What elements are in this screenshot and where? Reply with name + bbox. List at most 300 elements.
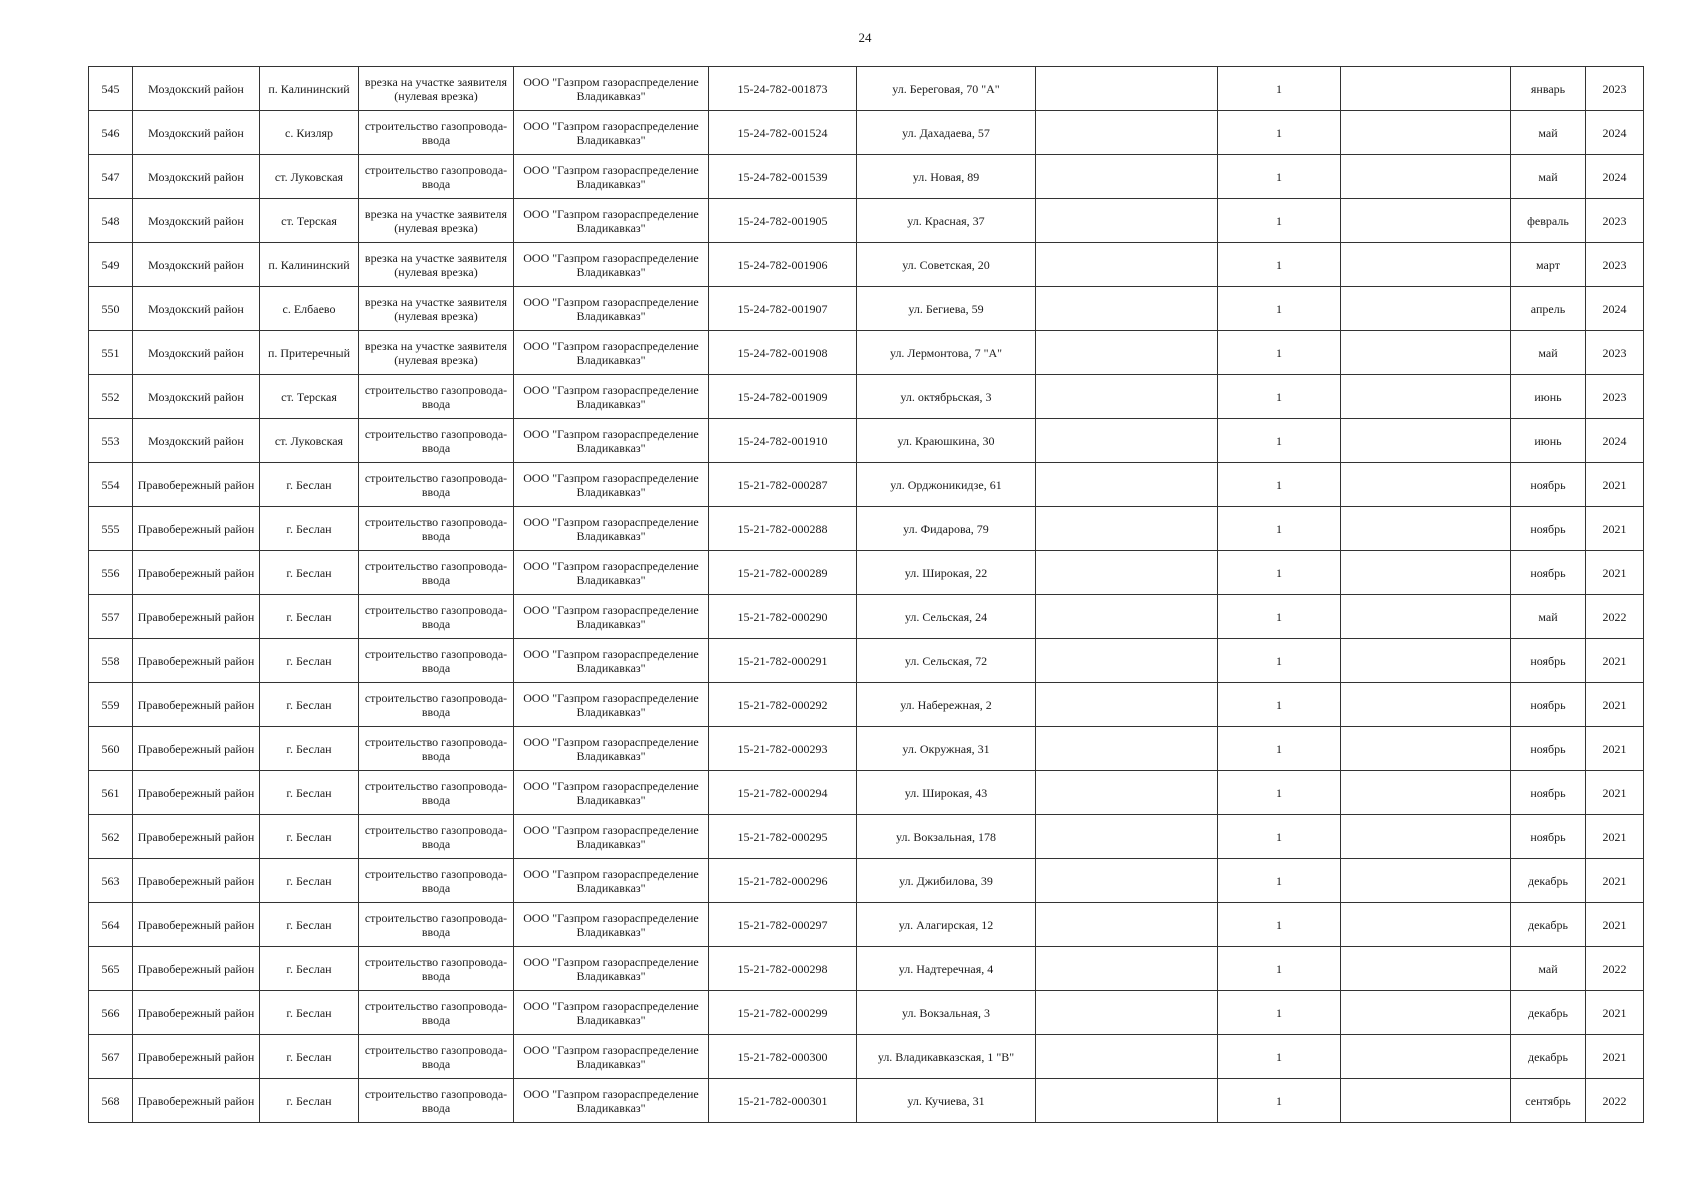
district-cell: Правобережный район: [133, 595, 260, 639]
row-number-cell: 564: [89, 903, 133, 947]
year-cell: 2024: [1586, 287, 1644, 331]
month-cell: май: [1511, 155, 1586, 199]
month-cell: ноябрь: [1511, 727, 1586, 771]
work-type-cell: строительство газопровода-ввода: [359, 991, 514, 1035]
table-body: [89, 67, 1644, 1123]
empty-cell: [1036, 375, 1218, 419]
empty-cell: [1036, 551, 1218, 595]
object-code-cell: 15-21-782-000295: [709, 815, 857, 859]
empty-cell: [1341, 67, 1511, 111]
row-number-cell: 548: [89, 199, 133, 243]
work-type-cell: строительство газопровода-ввода: [359, 463, 514, 507]
year-cell: 2023: [1586, 375, 1644, 419]
month-cell: декабрь: [1511, 991, 1586, 1035]
month-cell: июнь: [1511, 419, 1586, 463]
address-cell: ул. Кучиева, 31: [857, 1079, 1036, 1123]
month-cell: ноябрь: [1511, 771, 1586, 815]
empty-cell: [1036, 903, 1218, 947]
month-cell: ноябрь: [1511, 551, 1586, 595]
locality-cell: с. Елбаево: [260, 287, 359, 331]
empty-cell: [1036, 595, 1218, 639]
year-cell: 2024: [1586, 111, 1644, 155]
district-cell: Правобережный район: [133, 551, 260, 595]
table-row: [89, 463, 1644, 507]
count-cell: 1: [1218, 199, 1341, 243]
row-number-cell: 555: [89, 507, 133, 551]
address-cell: ул. Надтеречная, 4: [857, 947, 1036, 991]
work-type-cell: врезка на участке заявителя (нулевая врезка): [359, 287, 514, 331]
row-number-cell: 558: [89, 639, 133, 683]
address-cell: ул. Окружная, 31: [857, 727, 1036, 771]
object-code-cell: 15-24-782-001905: [709, 199, 857, 243]
empty-cell: [1036, 859, 1218, 903]
organization-cell: ООО "Газпром газораспределение Владикавказ": [514, 903, 709, 947]
row-number-cell: 557: [89, 595, 133, 639]
count-cell: 1: [1218, 243, 1341, 287]
empty-cell: [1036, 67, 1218, 111]
address-cell: ул. Сельская, 24: [857, 595, 1036, 639]
empty-cell: [1036, 331, 1218, 375]
table-row: [89, 551, 1644, 595]
row-number-cell: 546: [89, 111, 133, 155]
year-cell: 2024: [1586, 419, 1644, 463]
district-cell: Правобережный район: [133, 771, 260, 815]
address-cell: ул. Алагирская, 12: [857, 903, 1036, 947]
table-row: [89, 595, 1644, 639]
count-cell: 1: [1218, 1079, 1341, 1123]
empty-cell: [1036, 419, 1218, 463]
empty-cell: [1036, 771, 1218, 815]
row-number-cell: 550: [89, 287, 133, 331]
month-cell: сентябрь: [1511, 1079, 1586, 1123]
year-cell: 2023: [1586, 243, 1644, 287]
object-code-cell: 15-21-782-000297: [709, 903, 857, 947]
empty-cell: [1341, 287, 1511, 331]
locality-cell: г. Беслан: [260, 463, 359, 507]
table-row: [89, 507, 1644, 551]
object-code-cell: 15-21-782-000301: [709, 1079, 857, 1123]
organization-cell: ООО "Газпром газораспределение Владикавказ": [514, 947, 709, 991]
address-cell: ул. Вокзальная, 3: [857, 991, 1036, 1035]
month-cell: май: [1511, 595, 1586, 639]
object-code-cell: 15-24-782-001873: [709, 67, 857, 111]
empty-cell: [1036, 947, 1218, 991]
empty-cell: [1341, 243, 1511, 287]
count-cell: 1: [1218, 67, 1341, 111]
month-cell: ноябрь: [1511, 639, 1586, 683]
table-row: [89, 639, 1644, 683]
month-cell: ноябрь: [1511, 463, 1586, 507]
address-cell: ул. Красная, 37: [857, 199, 1036, 243]
empty-cell: [1341, 639, 1511, 683]
organization-cell: ООО "Газпром газораспределение Владикавказ": [514, 419, 709, 463]
object-code-cell: 15-21-782-000290: [709, 595, 857, 639]
row-number-cell: 567: [89, 1035, 133, 1079]
organization-cell: ООО "Газпром газораспределение Владикавказ": [514, 727, 709, 771]
table-row: [89, 815, 1644, 859]
district-cell: Правобережный район: [133, 947, 260, 991]
empty-cell: [1341, 375, 1511, 419]
locality-cell: ст. Луковская: [260, 155, 359, 199]
empty-cell: [1341, 947, 1511, 991]
work-type-cell: строительство газопровода-ввода: [359, 727, 514, 771]
empty-cell: [1036, 463, 1218, 507]
object-code-cell: 15-21-782-000288: [709, 507, 857, 551]
year-cell: 2021: [1586, 727, 1644, 771]
work-type-cell: строительство газопровода-ввода: [359, 375, 514, 419]
count-cell: 1: [1218, 463, 1341, 507]
table-row: [89, 1079, 1644, 1123]
month-cell: июнь: [1511, 375, 1586, 419]
district-cell: Правобережный район: [133, 727, 260, 771]
year-cell: 2023: [1586, 67, 1644, 111]
year-cell: 2022: [1586, 1079, 1644, 1123]
table-row: [89, 331, 1644, 375]
organization-cell: ООО "Газпром газораспределение Владикавказ": [514, 199, 709, 243]
object-code-cell: 15-21-782-000299: [709, 991, 857, 1035]
locality-cell: г. Беслан: [260, 639, 359, 683]
object-code-cell: 15-21-782-000296: [709, 859, 857, 903]
object-code-cell: 15-21-782-000300: [709, 1035, 857, 1079]
district-cell: Моздокский район: [133, 67, 260, 111]
month-cell: март: [1511, 243, 1586, 287]
row-number-cell: 552: [89, 375, 133, 419]
table-row: [89, 947, 1644, 991]
address-cell: ул. октябрьская, 3: [857, 375, 1036, 419]
object-code-cell: 15-21-782-000294: [709, 771, 857, 815]
object-code-cell: 15-24-782-001909: [709, 375, 857, 419]
empty-cell: [1036, 639, 1218, 683]
work-type-cell: строительство газопровода-ввода: [359, 155, 514, 199]
address-cell: ул. Фидарова, 79: [857, 507, 1036, 551]
locality-cell: п. Притеречный: [260, 331, 359, 375]
locality-cell: п. Калининский: [260, 243, 359, 287]
row-number-cell: 560: [89, 727, 133, 771]
table-row: [89, 727, 1644, 771]
year-cell: 2021: [1586, 683, 1644, 727]
empty-cell: [1036, 507, 1218, 551]
empty-cell: [1036, 199, 1218, 243]
district-cell: Моздокский район: [133, 331, 260, 375]
year-cell: 2023: [1586, 331, 1644, 375]
object-code-cell: 15-24-782-001907: [709, 287, 857, 331]
empty-cell: [1341, 991, 1511, 1035]
work-type-cell: строительство газопровода-ввода: [359, 595, 514, 639]
empty-cell: [1341, 1035, 1511, 1079]
month-cell: ноябрь: [1511, 815, 1586, 859]
page-number: 24: [858, 30, 872, 45]
locality-cell: г. Беслан: [260, 683, 359, 727]
district-cell: Правобережный район: [133, 463, 260, 507]
year-cell: 2021: [1586, 903, 1644, 947]
object-code-cell: 15-24-782-001908: [709, 331, 857, 375]
locality-cell: ст. Терская: [260, 199, 359, 243]
address-cell: ул. Джибилова, 39: [857, 859, 1036, 903]
count-cell: 1: [1218, 947, 1341, 991]
locality-cell: г. Беслан: [260, 507, 359, 551]
row-number-cell: 562: [89, 815, 133, 859]
locality-cell: ст. Терская: [260, 375, 359, 419]
table-row: [89, 375, 1644, 419]
year-cell: 2023: [1586, 199, 1644, 243]
district-cell: Моздокский район: [133, 243, 260, 287]
organization-cell: ООО "Газпром газораспределение Владикавказ": [514, 639, 709, 683]
address-cell: ул. Набережная, 2: [857, 683, 1036, 727]
year-cell: 2021: [1586, 639, 1644, 683]
district-cell: Правобережный район: [133, 903, 260, 947]
month-cell: февраль: [1511, 199, 1586, 243]
address-cell: ул. Советская, 20: [857, 243, 1036, 287]
district-cell: Моздокский район: [133, 111, 260, 155]
district-cell: Правобережный район: [133, 815, 260, 859]
count-cell: 1: [1218, 419, 1341, 463]
object-code-cell: 15-24-782-001910: [709, 419, 857, 463]
locality-cell: г. Беслан: [260, 859, 359, 903]
table-row: [89, 903, 1644, 947]
empty-cell: [1036, 683, 1218, 727]
count-cell: 1: [1218, 859, 1341, 903]
table-row: [89, 771, 1644, 815]
empty-cell: [1036, 1079, 1218, 1123]
month-cell: декабрь: [1511, 903, 1586, 947]
table-row: [89, 419, 1644, 463]
district-cell: Моздокский район: [133, 155, 260, 199]
empty-cell: [1341, 1079, 1511, 1123]
count-cell: 1: [1218, 771, 1341, 815]
organization-cell: ООО "Газпром газораспределение Владикавказ": [514, 507, 709, 551]
address-cell: ул. Бегиева, 59: [857, 287, 1036, 331]
empty-cell: [1341, 771, 1511, 815]
organization-cell: ООО "Газпром газораспределение Владикавказ": [514, 287, 709, 331]
organization-cell: ООО "Газпром газораспределение Владикавказ": [514, 595, 709, 639]
month-cell: ноябрь: [1511, 507, 1586, 551]
row-number-cell: 556: [89, 551, 133, 595]
empty-cell: [1341, 463, 1511, 507]
month-cell: декабрь: [1511, 859, 1586, 903]
organization-cell: ООО "Газпром газораспределение Владикавказ": [514, 67, 709, 111]
empty-cell: [1341, 551, 1511, 595]
address-cell: ул. Дахадаева, 57: [857, 111, 1036, 155]
object-code-cell: 15-21-782-000289: [709, 551, 857, 595]
work-type-cell: строительство газопровода-ввода: [359, 947, 514, 991]
address-cell: ул. Орджоникидзе, 61: [857, 463, 1036, 507]
empty-cell: [1341, 199, 1511, 243]
year-cell: 2021: [1586, 551, 1644, 595]
empty-cell: [1341, 903, 1511, 947]
row-number-cell: 549: [89, 243, 133, 287]
organization-cell: ООО "Газпром газораспределение Владикавказ": [514, 815, 709, 859]
count-cell: 1: [1218, 815, 1341, 859]
month-cell: май: [1511, 111, 1586, 155]
work-type-cell: строительство газопровода-ввода: [359, 1079, 514, 1123]
row-number-cell: 545: [89, 67, 133, 111]
organization-cell: ООО "Газпром газораспределение Владикавказ": [514, 683, 709, 727]
row-number-cell: 551: [89, 331, 133, 375]
organization-cell: ООО "Газпром газораспределение Владикавказ": [514, 375, 709, 419]
empty-cell: [1341, 683, 1511, 727]
organization-cell: ООО "Газпром газораспределение Владикавказ": [514, 771, 709, 815]
organization-cell: ООО "Газпром газораспределение Владикавказ": [514, 1035, 709, 1079]
empty-cell: [1036, 111, 1218, 155]
year-cell: 2021: [1586, 771, 1644, 815]
year-cell: 2021: [1586, 463, 1644, 507]
year-cell: 2021: [1586, 507, 1644, 551]
work-type-cell: строительство газопровода-ввода: [359, 683, 514, 727]
address-cell: ул. Широкая, 43: [857, 771, 1036, 815]
month-cell: май: [1511, 947, 1586, 991]
locality-cell: с. Кизляр: [260, 111, 359, 155]
work-type-cell: строительство газопровода-ввода: [359, 815, 514, 859]
object-code-cell: 15-21-782-000292: [709, 683, 857, 727]
locality-cell: ст. Луковская: [260, 419, 359, 463]
year-cell: 2024: [1586, 155, 1644, 199]
work-type-cell: строительство газопровода-ввода: [359, 771, 514, 815]
month-cell: январь: [1511, 67, 1586, 111]
row-number-cell: 547: [89, 155, 133, 199]
address-cell: ул. Сельская, 72: [857, 639, 1036, 683]
locality-cell: г. Беслан: [260, 947, 359, 991]
work-type-cell: врезка на участке заявителя (нулевая врезка): [359, 243, 514, 287]
count-cell: 1: [1218, 683, 1341, 727]
empty-cell: [1341, 507, 1511, 551]
empty-cell: [1036, 243, 1218, 287]
count-cell: 1: [1218, 375, 1341, 419]
year-cell: 2021: [1586, 859, 1644, 903]
locality-cell: г. Беслан: [260, 903, 359, 947]
district-cell: Моздокский район: [133, 287, 260, 331]
district-cell: Правобережный район: [133, 1035, 260, 1079]
district-cell: Правобережный район: [133, 639, 260, 683]
year-cell: 2021: [1586, 991, 1644, 1035]
work-type-cell: врезка на участке заявителя (нулевая врезка): [359, 199, 514, 243]
count-cell: 1: [1218, 551, 1341, 595]
object-code-cell: 15-21-782-000291: [709, 639, 857, 683]
organization-cell: ООО "Газпром газораспределение Владикавказ": [514, 1079, 709, 1123]
district-cell: Правобережный район: [133, 1079, 260, 1123]
locality-cell: п. Калининский: [260, 67, 359, 111]
organization-cell: ООО "Газпром газораспределение Владикавказ": [514, 859, 709, 903]
address-cell: ул. Береговая, 70 "А": [857, 67, 1036, 111]
count-cell: 1: [1218, 331, 1341, 375]
empty-cell: [1341, 859, 1511, 903]
count-cell: 1: [1218, 727, 1341, 771]
row-number-cell: 568: [89, 1079, 133, 1123]
work-type-cell: строительство газопровода-ввода: [359, 551, 514, 595]
locality-cell: г. Беслан: [260, 815, 359, 859]
month-cell: апрель: [1511, 287, 1586, 331]
count-cell: 1: [1218, 1035, 1341, 1079]
row-number-cell: 563: [89, 859, 133, 903]
locality-cell: г. Беслан: [260, 595, 359, 639]
count-cell: 1: [1218, 595, 1341, 639]
month-cell: ноябрь: [1511, 683, 1586, 727]
empty-cell: [1341, 595, 1511, 639]
organization-cell: ООО "Газпром газораспределение Владикавказ": [514, 463, 709, 507]
district-cell: Моздокский район: [133, 199, 260, 243]
organization-cell: ООО "Газпром газораспределение Владикавказ": [514, 111, 709, 155]
object-code-cell: 15-24-782-001906: [709, 243, 857, 287]
table-row: [89, 683, 1644, 727]
table-row: [89, 67, 1644, 111]
empty-cell: [1036, 727, 1218, 771]
organization-cell: ООО "Газпром газораспределение Владикавказ": [514, 331, 709, 375]
year-cell: 2022: [1586, 947, 1644, 991]
organization-cell: ООО "Газпром газораспределение Владикавказ": [514, 243, 709, 287]
empty-cell: [1341, 727, 1511, 771]
empty-cell: [1341, 111, 1511, 155]
row-number-cell: 561: [89, 771, 133, 815]
organization-cell: ООО "Газпром газораспределение Владикавказ": [514, 991, 709, 1035]
registry-table: [88, 66, 1644, 1123]
empty-cell: [1341, 155, 1511, 199]
count-cell: 1: [1218, 991, 1341, 1035]
locality-cell: г. Беслан: [260, 1079, 359, 1123]
locality-cell: г. Беслан: [260, 551, 359, 595]
row-number-cell: 554: [89, 463, 133, 507]
table-row: [89, 1035, 1644, 1079]
empty-cell: [1036, 155, 1218, 199]
work-type-cell: строительство газопровода-ввода: [359, 507, 514, 551]
locality-cell: г. Беслан: [260, 991, 359, 1035]
count-cell: 1: [1218, 111, 1341, 155]
table-row: [89, 287, 1644, 331]
work-type-cell: строительство газопровода-ввода: [359, 639, 514, 683]
table-row: [89, 199, 1644, 243]
month-cell: декабрь: [1511, 1035, 1586, 1079]
table-row: [89, 155, 1644, 199]
work-type-cell: строительство газопровода-ввода: [359, 419, 514, 463]
object-code-cell: 15-24-782-001524: [709, 111, 857, 155]
table-row: [89, 111, 1644, 155]
count-cell: 1: [1218, 639, 1341, 683]
table-row: [89, 991, 1644, 1035]
table-row: [89, 243, 1644, 287]
count-cell: 1: [1218, 507, 1341, 551]
empty-cell: [1036, 991, 1218, 1035]
year-cell: 2021: [1586, 815, 1644, 859]
count-cell: 1: [1218, 287, 1341, 331]
locality-cell: г. Беслан: [260, 727, 359, 771]
row-number-cell: 566: [89, 991, 133, 1035]
district-cell: Правобережный район: [133, 859, 260, 903]
empty-cell: [1036, 815, 1218, 859]
address-cell: ул. Широкая, 22: [857, 551, 1036, 595]
object-code-cell: 15-21-782-000287: [709, 463, 857, 507]
object-code-cell: 15-24-782-001539: [709, 155, 857, 199]
work-type-cell: строительство газопровода-ввода: [359, 1035, 514, 1079]
district-cell: Моздокский район: [133, 375, 260, 419]
address-cell: ул. Новая, 89: [857, 155, 1036, 199]
year-cell: 2021: [1586, 1035, 1644, 1079]
count-cell: 1: [1218, 155, 1341, 199]
work-type-cell: врезка на участке заявителя (нулевая врезка): [359, 331, 514, 375]
empty-cell: [1036, 1035, 1218, 1079]
work-type-cell: строительство газопровода-ввода: [359, 111, 514, 155]
work-type-cell: врезка на участке заявителя (нулевая врезка): [359, 67, 514, 111]
organization-cell: ООО "Газпром газораспределение Владикавказ": [514, 551, 709, 595]
year-cell: 2022: [1586, 595, 1644, 639]
address-cell: ул. Владикавказская, 1 "В": [857, 1035, 1036, 1079]
address-cell: ул. Вокзальная, 178: [857, 815, 1036, 859]
locality-cell: г. Беслан: [260, 771, 359, 815]
work-type-cell: строительство газопровода-ввода: [359, 859, 514, 903]
count-cell: 1: [1218, 903, 1341, 947]
work-type-cell: строительство газопровода-ввода: [359, 903, 514, 947]
empty-cell: [1341, 815, 1511, 859]
row-number-cell: 565: [89, 947, 133, 991]
month-cell: май: [1511, 331, 1586, 375]
empty-cell: [1036, 287, 1218, 331]
